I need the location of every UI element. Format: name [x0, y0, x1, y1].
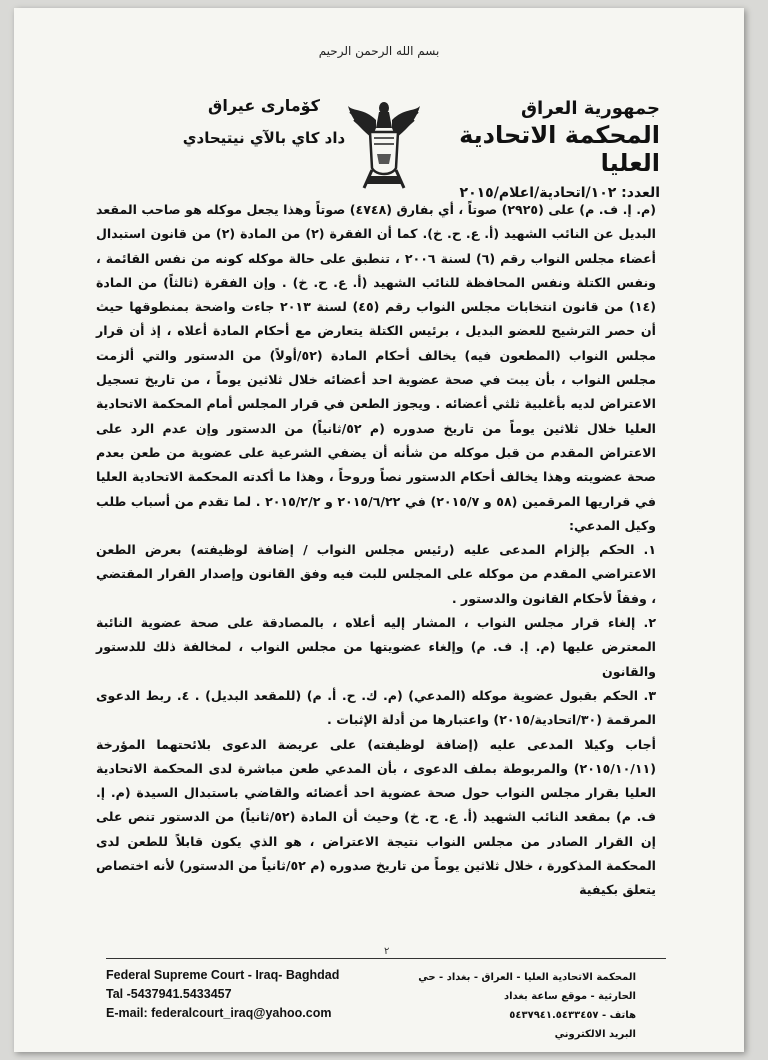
- body-paragraph: ١. الحكم بإلزام المدعى عليه (رئيس مجلس النواب / إضافة لوظيفته) بعرض الطعن الاعتراضي المقدم من موكله على المجلس للبت فيه وفق القانون وإصدار القرار المقتضي ، وفقاً لأحكام القانون والدستور .: [96, 542, 656, 606]
- footer-email-ar: البريد الالكتروني: [554, 1029, 636, 1040]
- page-number: ٢: [384, 946, 390, 957]
- footer-english: [106, 966, 339, 1023]
- footer-email-en: E-mail: federalcourt_iraq@yahoo.com: [106, 1006, 332, 1020]
- republic-name: جمهورية العراق: [520, 98, 660, 119]
- footer-address-ar: المحكمة الاتحادية العليا - العراق - بغداد - حي الحارثية - موقع ساعة بغداد: [418, 972, 636, 1002]
- body-paragraph: (م. إ. ف. م) على (٢٩٢٥) صوتاً ، أي بفارق (٤٧٤٨) صوتاً وهذا يجعل موكله هو صاحب المقعد البديل عن النائب الشهيد (أ. ع. ح. خ). كما أن الفقرة (٢) من المادة (٢) من قانون استبدال أعضاء مجلس النواب رقم (٦) لسنة ٢٠٠٦ ، تنطبق على حالة موكله كونه من نفس القائمة ، ونفس الكتلة ونفس المحافظة للنائب الشهيد (أ. ع. ح. خ) . وإن الفقرة (ثالثاً) من المادة (١٤) من قانون انتخابات مجلس النواب رقم (٤٥) لسنة ٢٠١٣ جاءت واضحة بمنطوقها حيث أن حصر الترشيح للعضو البديل ، برئيس الكتلة يتعارض مع أحكام المادة أعلاه ، إذ أن قرار مجلس النواب (المطعون فيه) يخالف أحكام المادة (٥٢/أولاً) من الدستور والتي ألزمت مجلس النواب ، بأن يبت في صحة عضوية احد أعضائه خلال ثلاثين يوماً ، من تاريخ تسجيل الاعتراض لديه بأغلبية ثلثي أعضائه . ويجوز الطعن في قرار المجلس أمام المحكمة الاتحادية العليا خلال ثلاثين يوماً من تاريخ صدوره (م ٥٢/ثانياً) من الدستور وإن عدم الرد على الاعتراض المقدم من قبل موكله من شأنه أن يضفي الشرعية على عضوية من طعن بعدم صحة عضويته وهذا يخالف أحكام الدستور نصاً وروحاً ، وهذا ما أكدته المحكمة الاتحادية العليا في قراريها المرقمين (٥٨ و ٢٠١٥/٧) في ٢٠١٥/٦/٢٢ و ٢٠١٥/٢/٢ . لما تقدم من أسباب طلب وكيل المدعي:: [96, 202, 656, 533]
- body-paragraph: ٣. الحكم بقبول عضوية موكله (المدعي) (م. ك. ح. أ. م) (للمقعد البديل) . ٤. ربط الدعوى المرقمة (٣٠/اتحادية/٢٠١٥) واعتبارها من أدلة الإثبات .: [96, 687, 656, 728]
- body-paragraph: أجاب وكيلا المدعى عليه (إضافة لوظيفته) على عريضة الدعوى بلائحتهما المؤرخة (٢٠١٥/١٠/١١) والمربوطة بملف الدعوى ، بأن المدعي طعن مباشرة لدى المحكمة الاتحادية العليا بقرار مجلس النواب حول صحة عضوية احد أعضائه والقاضي باستبدال السيدة (م. إ. ف. م) بمقعد النائب الشهيد (أ. ع. ح. خ) وحيث أن المادة (٥٢/ثانياً) من الدستور تنص على إن القرار الصادر من مجلس النواب نتيجة الاعتراض ، هو الذي يكون قابلاً للطعن لدى المحكمة المذكورة ، خلال ثلاثين يوماً من تاريخ صدوره (م ٥٢/ثانياً من الدستور) لأنه اختصاص يتعلق بكيفية: [96, 736, 656, 898]
- document-body: [96, 198, 656, 903]
- footer-tel-en: Tal -5437941.5433457: [106, 987, 232, 1001]
- court-name: المحكمة الاتحادية العليا: [459, 121, 660, 177]
- letterhead-kurdish: [164, 96, 364, 147]
- footer-court-en: Federal Supreme Court - Iraq- Baghdad: [106, 968, 340, 982]
- basmala: بسم الله الرحمن الرحيم: [318, 44, 440, 58]
- document-number: العدد: ١٠٢/اتحادية/اعلام/٢٠١٥: [459, 185, 660, 201]
- kurdish-court: داد كاي بالآي نيتيحادي: [182, 129, 346, 147]
- document-page: [14, 8, 744, 1052]
- letterhead-arabic: [410, 98, 660, 201]
- body-paragraph: ٢. إلغاء قرار مجلس النواب ، المشار إليه أعلاه ، بالمصادقة على صحة عضوية النائبة المعترض عليها (م. إ. ف. م) وإلغاء عضويتها من مجلس النواب ، لمخالفة ذلك للدستور والقانون: [96, 615, 656, 679]
- kurdish-country: كوٚماری عيراق: [208, 96, 320, 115]
- footer-arabic: [386, 968, 636, 1044]
- footer-divider: [106, 958, 666, 959]
- footer-phone-ar: هاتف - ٥٤٣٧٩٤١.٥٤٣٣٤٥٧: [509, 1010, 636, 1021]
